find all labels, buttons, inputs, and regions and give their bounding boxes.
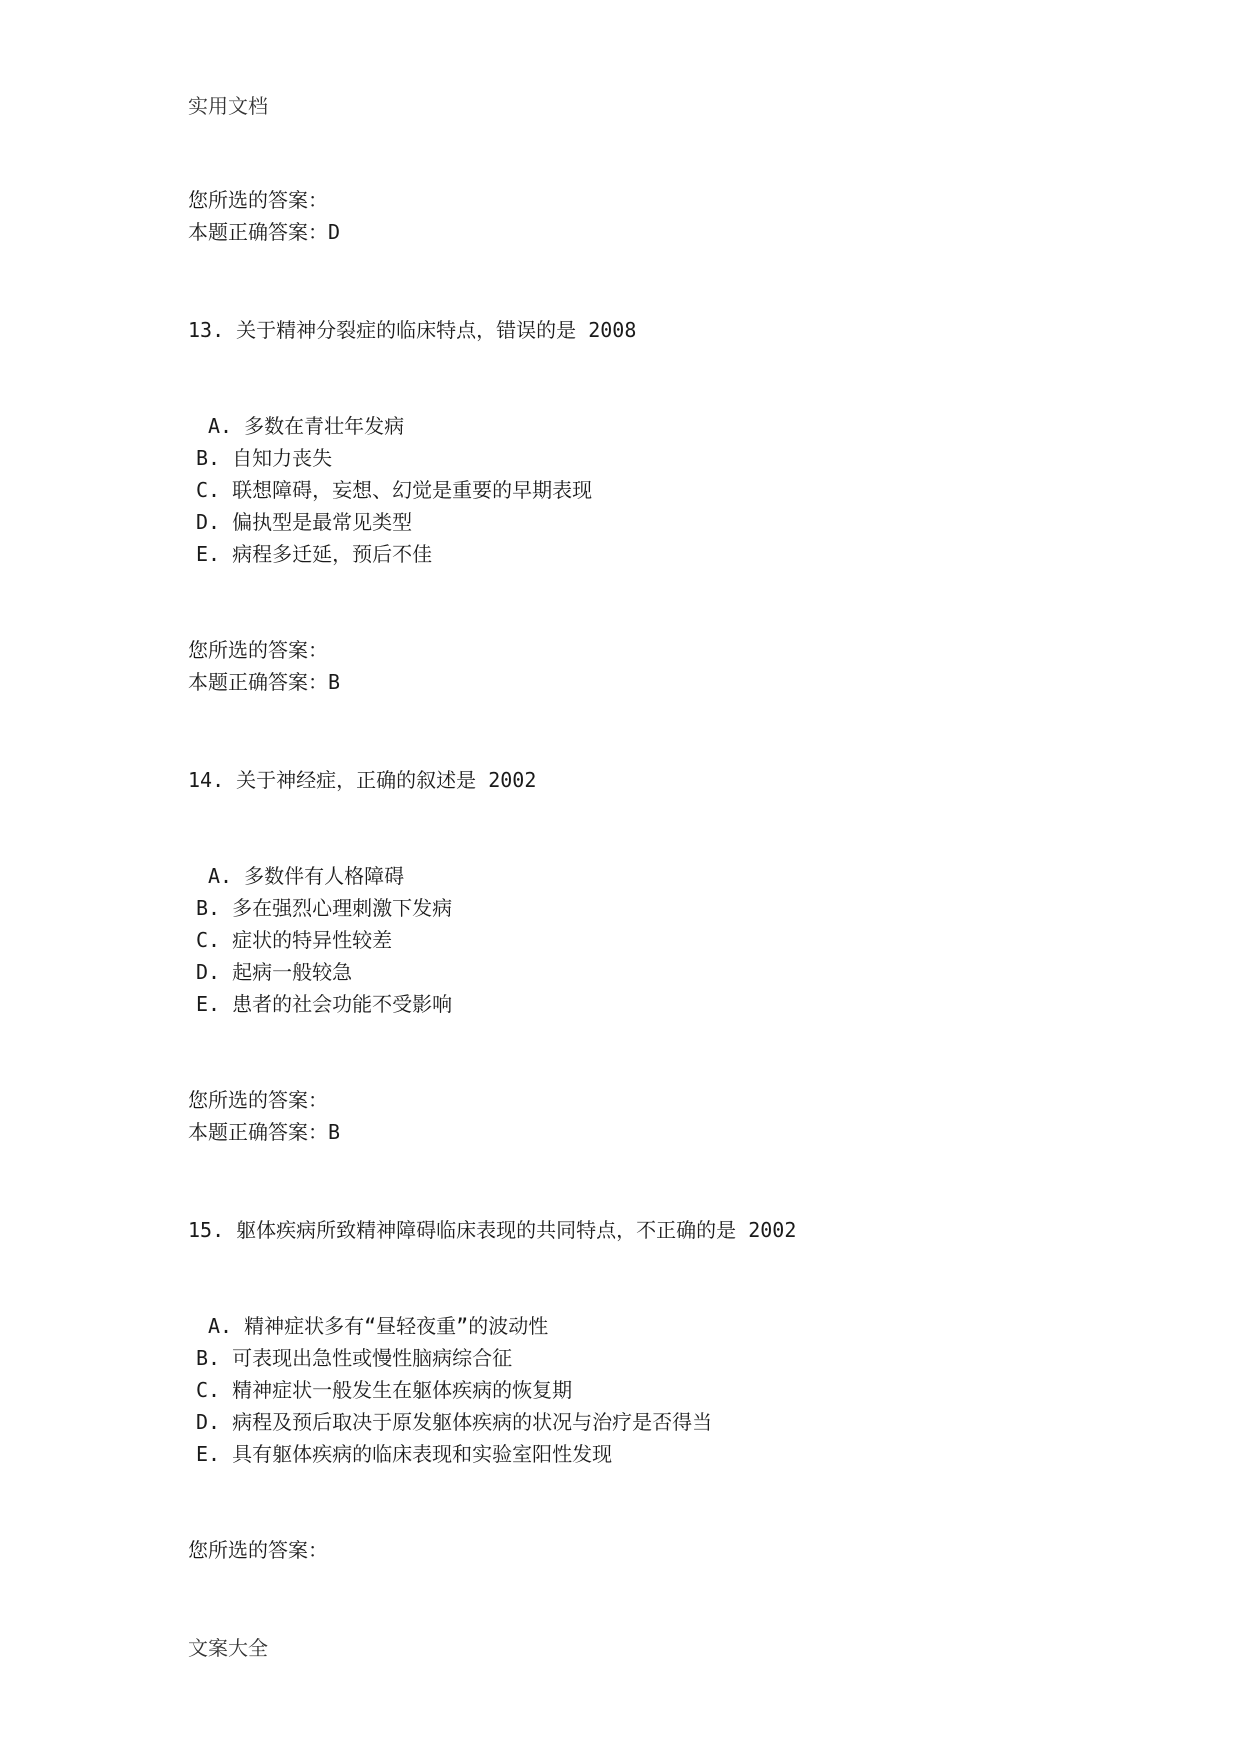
question-15-option-d[interactable]: D. 病程及预后取决于原发躯体疾病的状况与治疗是否得当 xyxy=(196,1410,713,1434)
page-header: 实用文档 xyxy=(188,94,268,118)
question-14-option-e[interactable]: E. 患者的社会功能不受影响 xyxy=(196,992,453,1016)
question-13-option-b[interactable]: B. 自知力丧失 xyxy=(196,446,333,470)
question-14-selected-answer: 您所选的答案： xyxy=(188,1088,328,1112)
question-14-correct-answer: 本题正确答案：B xyxy=(188,1120,341,1144)
question-15-stem: 15. 躯体疾病所致精神障碍临床表现的共同特点，不正确的是 2002 xyxy=(188,1218,797,1242)
question-13-correct-answer: 本题正确答案：B xyxy=(188,670,341,694)
correct-answer-label: 本题正确答案：D xyxy=(188,220,341,244)
question-13-option-e[interactable]: E. 病程多迁延，预后不佳 xyxy=(196,542,433,566)
question-13-selected-answer: 您所选的答案： xyxy=(188,638,328,662)
question-15-option-a[interactable]: A. 精神症状多有“昼轻夜重”的波动性 xyxy=(208,1314,549,1338)
question-13-option-c[interactable]: C. 联想障碍，妄想、幻觉是重要的早期表现 xyxy=(196,478,593,502)
page-footer: 文案大全 xyxy=(188,1636,268,1660)
question-14-option-a[interactable]: A. 多数伴有人格障碍 xyxy=(208,864,405,888)
selected-answer-label: 您所选的答案： xyxy=(188,188,328,212)
question-14-option-d[interactable]: D. 起病一般较急 xyxy=(196,960,353,984)
question-14-option-b[interactable]: B. 多在强烈心理刺激下发病 xyxy=(196,896,453,920)
question-15-option-e[interactable]: E. 具有躯体疾病的临床表现和实验室阳性发现 xyxy=(196,1442,613,1466)
question-14-option-c[interactable]: C. 症状的特异性较差 xyxy=(196,928,393,952)
question-15-option-c[interactable]: C. 精神症状一般发生在躯体疾病的恢复期 xyxy=(196,1378,573,1402)
question-15-option-b[interactable]: B. 可表现出急性或慢性脑病综合征 xyxy=(196,1346,513,1370)
question-13-option-a[interactable]: A. 多数在青壮年发病 xyxy=(208,414,405,438)
question-15-selected-answer: 您所选的答案： xyxy=(188,1538,328,1562)
question-13-option-d[interactable]: D. 偏执型是最常见类型 xyxy=(196,510,413,534)
question-14-stem: 14. 关于神经症，正确的叙述是 2002 xyxy=(188,768,537,792)
question-13-stem: 13. 关于精神分裂症的临床特点，错误的是 2008 xyxy=(188,318,637,342)
